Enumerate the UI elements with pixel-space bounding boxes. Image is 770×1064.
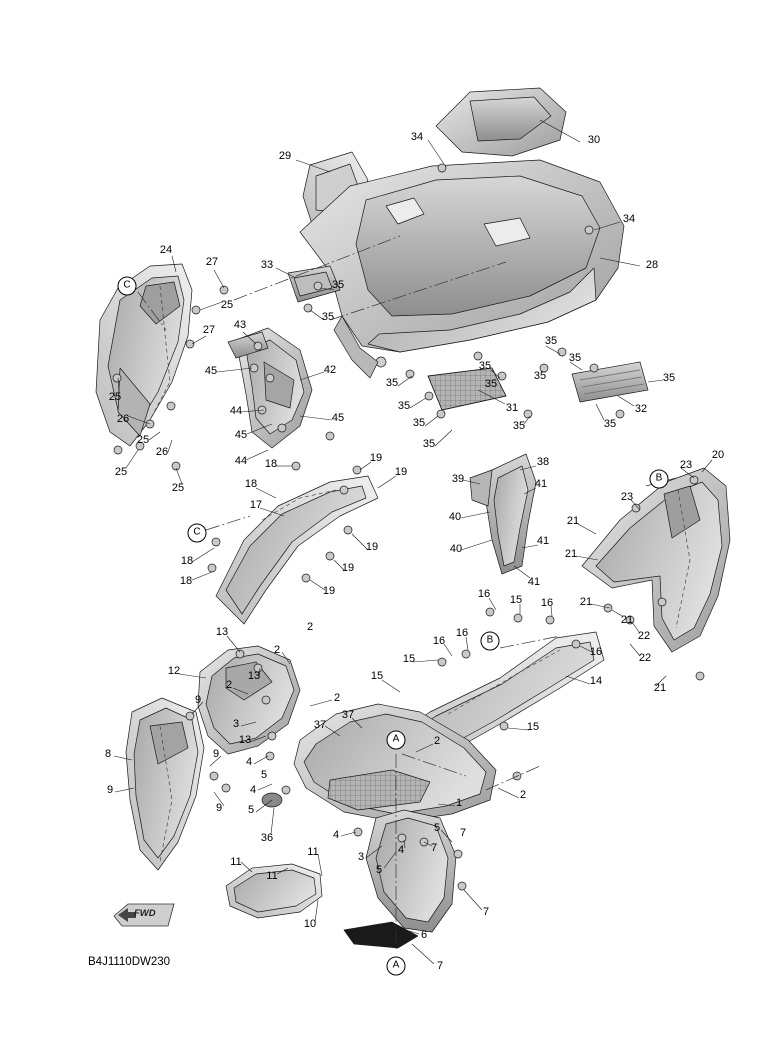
callout-number: 2 (225, 679, 233, 691)
callout-number: 2 (433, 735, 441, 747)
callout-number: 18 (180, 555, 194, 567)
callout-number: 35 (662, 372, 676, 384)
callout-number: 4 (397, 844, 405, 856)
callout-number: 28 (645, 259, 659, 271)
callout-number: 13 (238, 734, 252, 746)
callout-number: 6 (420, 929, 428, 941)
callout-number: 38 (536, 456, 550, 468)
callout-number: 35 (321, 311, 335, 323)
callout-number: 1 (455, 797, 463, 809)
callout-number: 34 (410, 131, 424, 143)
callout-number: 7 (430, 842, 438, 854)
callout-number: 26 (155, 446, 169, 458)
callout-number: 30 (587, 134, 601, 146)
callout-number: 35 (412, 417, 426, 429)
callout-number: 27 (205, 256, 219, 268)
callout-number: 42 (323, 364, 337, 376)
callout-number: 17 (249, 499, 263, 511)
callout-number: 9 (212, 748, 220, 760)
callout-number: 37 (313, 719, 327, 731)
assembly-reference-circle: A (387, 731, 406, 750)
callout-number: 15 (370, 670, 384, 682)
callout-number: 16 (540, 597, 554, 609)
callout-number: 29 (278, 150, 292, 162)
part-code-label: B4J1110DW230 (88, 956, 171, 968)
callout-number: 10 (303, 918, 317, 930)
callout-number: 35 (397, 400, 411, 412)
callout-number: 22 (638, 652, 652, 664)
callout-number: 45 (331, 412, 345, 424)
callout-number: 2 (306, 621, 314, 633)
callout-number: 11 (266, 870, 278, 882)
callout-number: 18 (244, 478, 258, 490)
callout-number: 5 (260, 769, 268, 781)
callout-number: 35 (385, 377, 399, 389)
callout-number: 45 (204, 365, 218, 377)
callout-number: 23 (620, 491, 634, 503)
callout-number: 18 (264, 458, 278, 470)
callout-number: 21 (566, 515, 580, 527)
callout-number: 9 (194, 694, 202, 706)
callout-number: 7 (482, 906, 490, 918)
callout-number: 22 (637, 630, 651, 642)
callout-number: 35 (512, 420, 526, 432)
assembly-reference-circle: C (188, 524, 207, 543)
callout-number: 19 (394, 466, 408, 478)
callout-number: 45 (234, 429, 248, 441)
callout-number: 9 (215, 802, 223, 814)
callout-number: 11 (230, 856, 242, 868)
callout-number: 40 (449, 543, 463, 555)
callout-number: 15 (509, 594, 523, 606)
callout-number: 35 (478, 360, 492, 372)
callout-number: 41 (527, 576, 541, 588)
callout-number: 35 (544, 335, 558, 347)
callout-number: 21 (620, 614, 634, 626)
callout-number: 9 (106, 784, 114, 796)
callout-number: 2 (273, 644, 281, 656)
assembly-reference-circle: C (118, 277, 137, 296)
callout-number: 26 (116, 413, 130, 425)
callout-number: 19 (365, 541, 379, 553)
callout-number: 16 (432, 635, 446, 647)
callout-number: 41 (536, 535, 550, 547)
callout-number: 21 (564, 548, 578, 560)
callout-number: 19 (341, 562, 355, 574)
callout-number: 37 (341, 709, 355, 721)
callout-number: 19 (322, 585, 336, 597)
callout-number: 7 (459, 827, 467, 839)
assembly-reference-circle: B (481, 632, 500, 651)
callout-number: 40 (448, 511, 462, 523)
callout-number: 41 (534, 478, 548, 490)
callout-number: 14 (589, 675, 603, 687)
callout-number: 8 (104, 748, 112, 760)
callout-number: 15 (526, 721, 540, 733)
callout-number: 35 (422, 438, 436, 450)
callout-number: 35 (331, 279, 345, 291)
callout-number: 25 (220, 299, 234, 311)
callout-number: 4 (249, 784, 257, 796)
callout-number: 12 (167, 665, 181, 677)
callout-number: 25 (114, 466, 128, 478)
callout-number: 11 (307, 846, 319, 858)
callout-number: 35 (568, 352, 582, 364)
callout-number: 24 (159, 244, 173, 256)
callout-number: 16 (589, 646, 603, 658)
callout-number: 35 (533, 370, 547, 382)
callout-number: 32 (634, 403, 648, 415)
assembly-reference-circle: A (387, 957, 406, 976)
callout-number: 15 (402, 653, 416, 665)
callout-number: 5 (375, 864, 383, 876)
callout-number: 2 (333, 692, 341, 704)
callout-number: 25 (136, 434, 150, 446)
callout-number: 43 (233, 319, 247, 331)
callout-number: 18 (179, 575, 193, 587)
callout-number: 27 (202, 324, 216, 336)
callout-number: 25 (108, 391, 122, 403)
callout-number: 5 (433, 822, 441, 834)
callout-number: 31 (505, 402, 519, 414)
callout-number: 16 (477, 588, 491, 600)
callout-number: 35 (603, 418, 617, 430)
callout-number: 13 (247, 670, 261, 682)
callout-number: 5 (247, 804, 255, 816)
callout-number: 33 (260, 259, 274, 271)
callout-number: 2 (519, 789, 527, 801)
callout-number: 4 (245, 756, 253, 768)
callout-number: 3 (357, 851, 365, 863)
callout-number: 13 (215, 626, 229, 638)
callout-number: 35 (484, 378, 498, 390)
callout-number: 16 (455, 627, 469, 639)
callout-number: 20 (711, 449, 725, 461)
callout-number: 25 (171, 482, 185, 494)
callout-number: 23 (679, 459, 693, 471)
callout-number: 21 (653, 682, 667, 694)
callout-number: 44 (234, 455, 248, 467)
callout-number: 39 (451, 473, 465, 485)
callout-number: 21 (579, 596, 593, 608)
fwd-label: FWD (134, 908, 156, 919)
callout-number: 36 (260, 832, 274, 844)
callout-number: 19 (369, 452, 383, 464)
callout-number: 34 (622, 213, 636, 225)
callout-number: 7 (436, 960, 444, 972)
callout-number: 4 (332, 829, 340, 841)
assembly-reference-circle: B (650, 470, 669, 489)
callout-number: 44 (229, 405, 243, 417)
callout-number: 3 (232, 718, 240, 730)
